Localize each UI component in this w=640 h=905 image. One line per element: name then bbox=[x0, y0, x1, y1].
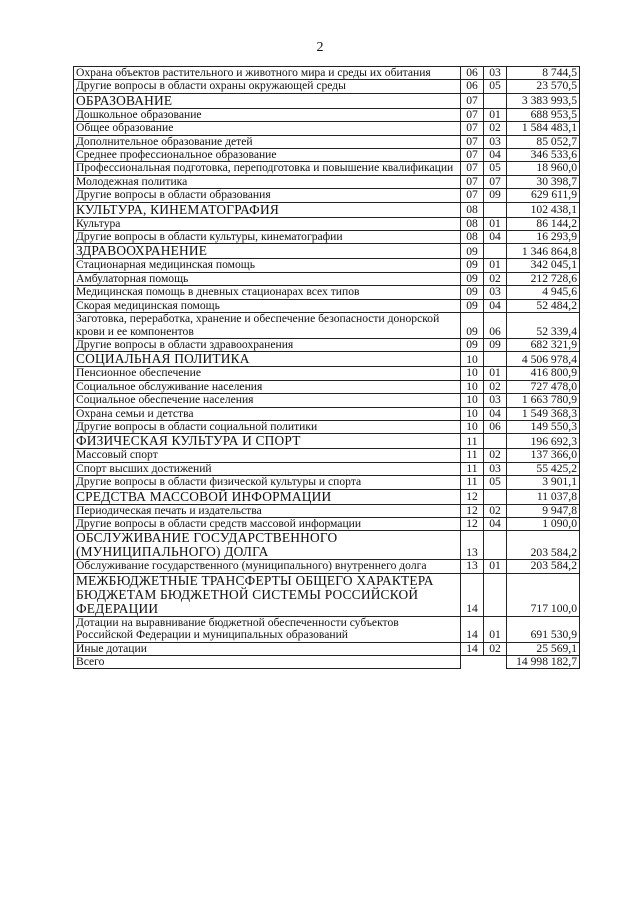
subsection-code bbox=[484, 352, 507, 367]
total-empty-subcode bbox=[484, 656, 507, 669]
table-row bbox=[74, 122, 580, 135]
section-name: СРЕДСТВА МАССОВОЙ ИНФОРМАЦИИ bbox=[74, 489, 461, 504]
subsection-code: 02 bbox=[484, 504, 507, 517]
section-code: 08 bbox=[461, 202, 484, 217]
amount: 3 383 993,5 bbox=[507, 93, 580, 108]
amount: 691 530,9 bbox=[507, 616, 580, 642]
subsection-code: 04 bbox=[484, 231, 507, 244]
subsection-code bbox=[484, 434, 507, 449]
subsection-code bbox=[484, 202, 507, 217]
table-row bbox=[74, 560, 580, 573]
expense-name: Среднее профессиональное образование bbox=[74, 149, 461, 162]
subsection-code: 01 bbox=[484, 367, 507, 380]
expense-name: Другие вопросы в области физической культуры и спорта bbox=[74, 476, 461, 489]
amount: 18 960,0 bbox=[507, 162, 580, 175]
section-code: 10 bbox=[461, 380, 484, 393]
subsection-code: 02 bbox=[484, 122, 507, 135]
section-code: 08 bbox=[461, 231, 484, 244]
section-row bbox=[74, 531, 580, 560]
subsection-code: 03 bbox=[484, 394, 507, 407]
subsection-code: 01 bbox=[484, 560, 507, 573]
section-code: 13 bbox=[461, 560, 484, 573]
section-code: 08 bbox=[461, 217, 484, 230]
table-row bbox=[74, 642, 580, 655]
section-code: 12 bbox=[461, 517, 484, 530]
expense-name: Стационарная медицинская помощь bbox=[74, 259, 461, 272]
total-row bbox=[74, 656, 580, 669]
subsection-code: 07 bbox=[484, 175, 507, 188]
amount: 212 728,6 bbox=[507, 272, 580, 285]
section-code: 09 bbox=[461, 313, 484, 339]
amount: 85 052,7 bbox=[507, 135, 580, 148]
amount: 1 663 780,9 bbox=[507, 394, 580, 407]
table-row bbox=[74, 162, 580, 175]
table-row bbox=[74, 449, 580, 462]
section-code: 10 bbox=[461, 352, 484, 367]
subsection-code: 03 bbox=[484, 462, 507, 475]
expense-name: Скорая медицинская помощь bbox=[74, 299, 461, 312]
amount: 55 425,2 bbox=[507, 462, 580, 475]
amount: 727 478,0 bbox=[507, 380, 580, 393]
amount: 11 037,8 bbox=[507, 489, 580, 504]
section-code: 09 bbox=[461, 338, 484, 351]
section-code: 06 bbox=[461, 67, 484, 80]
section-code: 09 bbox=[461, 299, 484, 312]
amount: 629 611,9 bbox=[507, 189, 580, 202]
table-row bbox=[74, 231, 580, 244]
subsection-code: 02 bbox=[484, 272, 507, 285]
table-row bbox=[74, 394, 580, 407]
amount: 52 484,2 bbox=[507, 299, 580, 312]
section-row bbox=[74, 244, 580, 259]
amount: 16 293,9 bbox=[507, 231, 580, 244]
subsection-code: 01 bbox=[484, 259, 507, 272]
table-row bbox=[74, 338, 580, 351]
section-row bbox=[74, 489, 580, 504]
table-row bbox=[74, 367, 580, 380]
amount: 52 339,4 bbox=[507, 313, 580, 339]
expense-name: Другие вопросы в области образования bbox=[74, 189, 461, 202]
table-row bbox=[74, 420, 580, 433]
amount: 342 045,1 bbox=[507, 259, 580, 272]
amount: 416 800,9 bbox=[507, 367, 580, 380]
amount: 137 366,0 bbox=[507, 449, 580, 462]
expense-name: Массовый спорт bbox=[74, 449, 461, 462]
table-row bbox=[74, 108, 580, 121]
table-row bbox=[74, 135, 580, 148]
subsection-code: 06 bbox=[484, 313, 507, 339]
expense-name: Молодежная политика bbox=[74, 175, 461, 188]
amount: 203 584,2 bbox=[507, 560, 580, 573]
table-row bbox=[74, 313, 580, 339]
amount: 4 945,6 bbox=[507, 286, 580, 299]
section-code: 09 bbox=[461, 272, 484, 285]
section-row bbox=[74, 573, 580, 616]
subsection-code: 02 bbox=[484, 380, 507, 393]
expense-name: Иные дотации bbox=[74, 642, 461, 655]
subsection-code: 06 bbox=[484, 420, 507, 433]
subsection-code: 05 bbox=[484, 162, 507, 175]
expense-name: Другие вопросы в области культуры, кинематографии bbox=[74, 231, 461, 244]
section-code: 10 bbox=[461, 394, 484, 407]
expense-name: Профессиональная подготовка, переподготовка и повышение квалификации bbox=[74, 162, 461, 175]
subsection-code: 09 bbox=[484, 189, 507, 202]
expense-name: Спорт высших достижений bbox=[74, 462, 461, 475]
budget-table bbox=[73, 66, 580, 669]
section-code: 07 bbox=[461, 189, 484, 202]
section-name: ОБСЛУЖИВАНИЕ ГОСУДАРСТВЕННОГО (МУНИЦИПАЛЬНОГО) ДОЛГА bbox=[74, 531, 461, 560]
section-code: 07 bbox=[461, 175, 484, 188]
section-code: 12 bbox=[461, 489, 484, 504]
table-row bbox=[74, 616, 580, 642]
section-name: ОБРАЗОВАНИЕ bbox=[74, 93, 461, 108]
section-code: 09 bbox=[461, 244, 484, 259]
subsection-code: 03 bbox=[484, 67, 507, 80]
section-code: 07 bbox=[461, 93, 484, 108]
section-code: 14 bbox=[461, 616, 484, 642]
expense-name: Общее образование bbox=[74, 122, 461, 135]
expense-name: Амбулаторная помощь bbox=[74, 272, 461, 285]
subsection-code bbox=[484, 573, 507, 616]
section-row bbox=[74, 352, 580, 367]
amount: 149 550,3 bbox=[507, 420, 580, 433]
table-row bbox=[74, 217, 580, 230]
subsection-code: 03 bbox=[484, 135, 507, 148]
section-code: 11 bbox=[461, 476, 484, 489]
table-row bbox=[74, 462, 580, 475]
amount: 196 692,3 bbox=[507, 434, 580, 449]
amount: 1 346 864,8 bbox=[507, 244, 580, 259]
subsection-code: 04 bbox=[484, 407, 507, 420]
amount: 3 901,1 bbox=[507, 476, 580, 489]
expense-name: Заготовка, переработка, хранение и обеспечение безопасности донорской крови и ее компонентов bbox=[74, 313, 461, 339]
expense-name: Социальное обслуживание населения bbox=[74, 380, 461, 393]
section-row bbox=[74, 202, 580, 217]
amount: 682 321,9 bbox=[507, 338, 580, 351]
expense-name: Периодическая печать и издательства bbox=[74, 504, 461, 517]
amount: 25 569,1 bbox=[507, 642, 580, 655]
table-row bbox=[74, 380, 580, 393]
expense-name: Культура bbox=[74, 217, 461, 230]
table-row bbox=[74, 504, 580, 517]
expense-name: Другие вопросы в области здравоохранения bbox=[74, 338, 461, 351]
subsection-code: 04 bbox=[484, 299, 507, 312]
total-amount: 14 998 182,7 bbox=[507, 656, 580, 669]
table-row bbox=[74, 80, 580, 93]
subsection-code: 01 bbox=[484, 217, 507, 230]
section-code: 14 bbox=[461, 573, 484, 616]
section-code: 10 bbox=[461, 420, 484, 433]
section-name: КУЛЬТУРА, КИНЕМАТОГРАФИЯ bbox=[74, 202, 461, 217]
amount: 688 953,5 bbox=[507, 108, 580, 121]
subsection-code: 04 bbox=[484, 517, 507, 530]
section-code: 07 bbox=[461, 122, 484, 135]
table-row bbox=[74, 286, 580, 299]
amount: 8 744,5 bbox=[507, 67, 580, 80]
amount: 4 506 978,4 bbox=[507, 352, 580, 367]
expense-name: Дошкольное образование bbox=[74, 108, 461, 121]
table-row bbox=[74, 407, 580, 420]
section-code: 14 bbox=[461, 642, 484, 655]
section-code: 09 bbox=[461, 286, 484, 299]
section-code: 11 bbox=[461, 434, 484, 449]
amount: 1 090,0 bbox=[507, 517, 580, 530]
amount: 1 549 368,3 bbox=[507, 407, 580, 420]
table-row bbox=[74, 259, 580, 272]
subsection-code: 04 bbox=[484, 149, 507, 162]
subsection-code: 02 bbox=[484, 449, 507, 462]
subsection-code: 01 bbox=[484, 616, 507, 642]
section-name: МЕЖБЮДЖЕТНЫЕ ТРАНСФЕРТЫ ОБЩЕГО ХАРАКТЕРА БЮДЖЕТАМ БЮДЖЕТНОЙ СИСТЕМЫ РОССИЙСКОЙ ФЕДЕРАЦИИ bbox=[74, 573, 461, 616]
section-code: 07 bbox=[461, 135, 484, 148]
section-code: 07 bbox=[461, 149, 484, 162]
amount: 1 584 483,1 bbox=[507, 122, 580, 135]
subsection-code bbox=[484, 531, 507, 560]
section-row bbox=[74, 434, 580, 449]
section-name: СОЦИАЛЬНАЯ ПОЛИТИКА bbox=[74, 352, 461, 367]
total-empty-code bbox=[461, 656, 484, 669]
section-name: ФИЗИЧЕСКАЯ КУЛЬТУРА И СПОРТ bbox=[74, 434, 461, 449]
amount: 102 438,1 bbox=[507, 202, 580, 217]
table-row bbox=[74, 299, 580, 312]
amount: 30 398,7 bbox=[507, 175, 580, 188]
table-row bbox=[74, 189, 580, 202]
table-row bbox=[74, 175, 580, 188]
expense-name: Другие вопросы в области охраны окружающей среды bbox=[74, 80, 461, 93]
expense-name: Пенсионное обеспечение bbox=[74, 367, 461, 380]
subsection-code bbox=[484, 93, 507, 108]
section-code: 09 bbox=[461, 259, 484, 272]
section-name: ЗДРАВООХРАНЕНИЕ bbox=[74, 244, 461, 259]
expense-name: Дотации на выравнивание бюджетной обеспеченности субъектов Российской Федерации и муниципальных образований bbox=[74, 616, 461, 642]
amount: 86 144,2 bbox=[507, 217, 580, 230]
table-row bbox=[74, 272, 580, 285]
expense-name: Другие вопросы в области социальной политики bbox=[74, 420, 461, 433]
amount: 203 584,2 bbox=[507, 531, 580, 560]
subsection-code: 03 bbox=[484, 286, 507, 299]
amount: 9 947,8 bbox=[507, 504, 580, 517]
subsection-code: 01 bbox=[484, 108, 507, 121]
expense-name: Охрана семьи и детства bbox=[74, 407, 461, 420]
section-code: 06 bbox=[461, 80, 484, 93]
section-code: 07 bbox=[461, 162, 484, 175]
expense-name: Другие вопросы в области средств массовой информации bbox=[74, 517, 461, 530]
section-row bbox=[74, 93, 580, 108]
subsection-code bbox=[484, 244, 507, 259]
subsection-code: 05 bbox=[484, 476, 507, 489]
total-label: Всего bbox=[74, 656, 461, 669]
subsection-code: 05 bbox=[484, 80, 507, 93]
subsection-code bbox=[484, 489, 507, 504]
table-row bbox=[74, 149, 580, 162]
section-code: 12 bbox=[461, 504, 484, 517]
table-row bbox=[74, 67, 580, 80]
section-code: 13 bbox=[461, 531, 484, 560]
expense-name: Охрана объектов растительного и животного мира и среды их обитания bbox=[74, 67, 461, 80]
amount: 346 533,6 bbox=[507, 149, 580, 162]
table-row bbox=[74, 517, 580, 530]
subsection-code: 02 bbox=[484, 642, 507, 655]
expense-name: Медицинская помощь в дневных стационарах всех типов bbox=[74, 286, 461, 299]
section-code: 11 bbox=[461, 462, 484, 475]
section-code: 07 bbox=[461, 108, 484, 121]
expense-name: Социальное обеспечение населения bbox=[74, 394, 461, 407]
expense-name: Обслуживание государственного (муниципального) внутреннего долга bbox=[74, 560, 461, 573]
section-code: 11 bbox=[461, 449, 484, 462]
page-number: 2 bbox=[316, 40, 324, 55]
amount: 717 100,0 bbox=[507, 573, 580, 616]
amount: 23 570,5 bbox=[507, 80, 580, 93]
section-code: 10 bbox=[461, 367, 484, 380]
section-code: 10 bbox=[461, 407, 484, 420]
table-row bbox=[74, 476, 580, 489]
budget-table-body bbox=[74, 67, 580, 669]
subsection-code: 09 bbox=[484, 338, 507, 351]
expense-name: Дополнительное образование детей bbox=[74, 135, 461, 148]
